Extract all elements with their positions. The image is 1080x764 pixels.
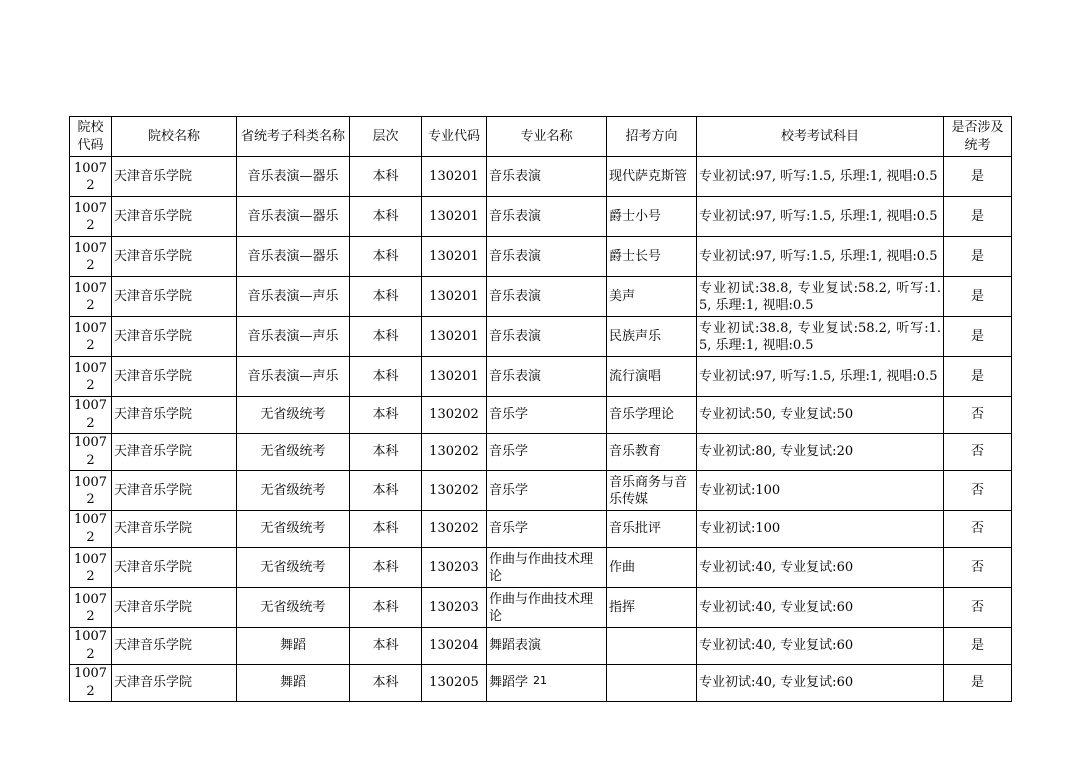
cell-unified: 是 [944, 317, 1012, 357]
cell-exam-subjects: 专业初试:100 [697, 471, 944, 511]
cell-school-code: 10072 [70, 397, 112, 434]
cell-school-name: 天津音乐学院 [112, 434, 237, 471]
cell-category: 舞蹈 [237, 628, 350, 665]
cell-unified: 否 [944, 471, 1012, 511]
cell-school-name: 天津音乐学院 [112, 511, 237, 548]
cell-exam-subjects: 专业初试:97, 听写:1.5, 乐理:1, 视唱:0.5 [697, 237, 944, 277]
table-row [70, 157, 1012, 197]
cell-exam-subjects: 专业初试:38.8, 专业复试:58.2, 听写:1.5, 乐理:1, 视唱:0.5 [697, 317, 944, 357]
cell-major-name: 音乐学 [487, 434, 607, 471]
cell-school-code: 10072 [70, 665, 112, 702]
cell-major-name: 作曲与作曲技术理论 [487, 548, 607, 588]
cell-exam-subjects: 专业初试:97, 听写:1.5, 乐理:1, 视唱:0.5 [697, 157, 944, 197]
cell-direction: 爵士小号 [607, 197, 697, 237]
cell-category: 无省级统考 [237, 397, 350, 434]
cell-category: 音乐表演—声乐 [237, 317, 350, 357]
cell-category: 音乐表演—器乐 [237, 237, 350, 277]
header-major-name: 专业名称 [487, 117, 607, 157]
cell-major-code: 130205 [422, 665, 487, 702]
cell-school-code: 10072 [70, 548, 112, 588]
cell-level: 本科 [350, 237, 422, 277]
cell-major-code: 130203 [422, 548, 487, 588]
table-row [70, 434, 1012, 471]
cell-school-code: 10072 [70, 434, 112, 471]
cell-school-name: 天津音乐学院 [112, 548, 237, 588]
cell-major-code: 130202 [422, 471, 487, 511]
cell-school-code: 10072 [70, 197, 112, 237]
cell-direction: 音乐批评 [607, 511, 697, 548]
cell-school-name: 天津音乐学院 [112, 157, 237, 197]
cell-school-name: 天津音乐学院 [112, 665, 237, 702]
header-level: 层次 [350, 117, 422, 157]
header-major-code: 专业代码 [422, 117, 487, 157]
cell-major-name: 音乐学 [487, 511, 607, 548]
cell-category: 音乐表演—器乐 [237, 157, 350, 197]
cell-level: 本科 [350, 317, 422, 357]
cell-major-code: 130204 [422, 628, 487, 665]
cell-school-code: 10072 [70, 357, 112, 397]
cell-category: 音乐表演—声乐 [237, 357, 350, 397]
cell-major-name: 音乐学 [487, 397, 607, 434]
table-row [70, 317, 1012, 357]
cell-direction: 音乐商务与音乐传媒 [607, 471, 697, 511]
cell-category: 无省级统考 [237, 471, 350, 511]
cell-exam-subjects: 专业初试:80, 专业复试:20 [697, 434, 944, 471]
cell-unified: 是 [944, 277, 1012, 317]
cell-exam-subjects: 专业初试:38.8, 专业复试:58.2, 听写:1.5, 乐理:1, 视唱:0.5 [697, 277, 944, 317]
cell-unified: 是 [944, 157, 1012, 197]
table-row [70, 511, 1012, 548]
cell-category: 无省级统考 [237, 548, 350, 588]
table-row [70, 588, 1012, 628]
cell-school-code: 10072 [70, 317, 112, 357]
cell-level: 本科 [350, 157, 422, 197]
table-row [70, 548, 1012, 588]
table-header [70, 117, 1012, 157]
cell-category: 音乐表演—器乐 [237, 197, 350, 237]
cell-major-code: 130202 [422, 397, 487, 434]
cell-major-code: 130201 [422, 277, 487, 317]
cell-direction: 民族声乐 [607, 317, 697, 357]
cell-level: 本科 [350, 628, 422, 665]
cell-major-code: 130201 [422, 317, 487, 357]
cell-school-code: 10072 [70, 588, 112, 628]
table-row [70, 197, 1012, 237]
cell-school-name: 天津音乐学院 [112, 397, 237, 434]
cell-school-code: 10072 [70, 157, 112, 197]
cell-major-name: 作曲与作曲技术理论 [487, 588, 607, 628]
cell-major-code: 130202 [422, 434, 487, 471]
cell-unified: 否 [944, 434, 1012, 471]
cell-major-name: 音乐表演 [487, 317, 607, 357]
cell-exam-subjects: 专业初试:100 [697, 511, 944, 548]
cell-level: 本科 [350, 511, 422, 548]
cell-major-name: 音乐学 [487, 471, 607, 511]
cell-major-name: 音乐表演 [487, 197, 607, 237]
header-unified: 是否涉及统考 [944, 117, 1012, 157]
cell-level: 本科 [350, 397, 422, 434]
cell-exam-subjects: 专业初试:40, 专业复试:60 [697, 588, 944, 628]
table-row [70, 471, 1012, 511]
cell-major-code: 130201 [422, 157, 487, 197]
cell-level: 本科 [350, 277, 422, 317]
admissions-table [69, 116, 1012, 702]
cell-school-code: 10072 [70, 511, 112, 548]
header-direction: 招考方向 [607, 117, 697, 157]
cell-school-name: 天津音乐学院 [112, 317, 237, 357]
cell-unified: 是 [944, 357, 1012, 397]
cell-direction: 现代萨克斯管 [607, 157, 697, 197]
cell-direction: 爵士长号 [607, 237, 697, 277]
cell-level: 本科 [350, 357, 422, 397]
cell-category: 无省级统考 [237, 511, 350, 548]
cell-exam-subjects: 专业初试:40, 专业复试:60 [697, 628, 944, 665]
cell-direction: 流行演唱 [607, 357, 697, 397]
cell-school-code: 10072 [70, 628, 112, 665]
header-exam-subjects: 校考考试科目 [697, 117, 944, 157]
table-row [70, 277, 1012, 317]
cell-school-name: 天津音乐学院 [112, 277, 237, 317]
cell-level: 本科 [350, 548, 422, 588]
cell-major-name: 舞蹈学 [487, 665, 607, 702]
cell-school-code: 10072 [70, 471, 112, 511]
cell-category: 无省级统考 [237, 434, 350, 471]
cell-major-name: 音乐表演 [487, 357, 607, 397]
table-row [70, 357, 1012, 397]
cell-level: 本科 [350, 434, 422, 471]
cell-major-code: 130202 [422, 511, 487, 548]
cell-school-name: 天津音乐学院 [112, 237, 237, 277]
cell-exam-subjects: 专业初试:97, 听写:1.5, 乐理:1, 视唱:0.5 [697, 197, 944, 237]
cell-direction: 作曲 [607, 548, 697, 588]
cell-unified: 是 [944, 628, 1012, 665]
header-category: 省统考子科类名称 [237, 117, 350, 157]
cell-direction [607, 628, 697, 665]
cell-exam-subjects: 专业初试:40, 专业复试:60 [697, 548, 944, 588]
cell-school-name: 天津音乐学院 [112, 588, 237, 628]
cell-level: 本科 [350, 471, 422, 511]
cell-direction: 音乐教育 [607, 434, 697, 471]
cell-major-name: 音乐表演 [487, 277, 607, 317]
cell-school-name: 天津音乐学院 [112, 197, 237, 237]
cell-direction: 指挥 [607, 588, 697, 628]
cell-category: 音乐表演—声乐 [237, 277, 350, 317]
cell-unified: 是 [944, 237, 1012, 277]
cell-major-code: 130201 [422, 197, 487, 237]
cell-school-name: 天津音乐学院 [112, 357, 237, 397]
cell-exam-subjects: 专业初试:50, 专业复试:50 [697, 397, 944, 434]
cell-category: 舞蹈 [237, 665, 350, 702]
cell-major-code: 130203 [422, 588, 487, 628]
cell-unified: 否 [944, 511, 1012, 548]
cell-school-code: 10072 [70, 277, 112, 317]
cell-unified: 是 [944, 197, 1012, 237]
page-number: 21 [533, 674, 547, 687]
cell-category: 无省级统考 [237, 588, 350, 628]
cell-direction: 美声 [607, 277, 697, 317]
table-row [70, 628, 1012, 665]
cell-unified: 否 [944, 548, 1012, 588]
cell-direction: 音乐学理论 [607, 397, 697, 434]
cell-major-code: 130201 [422, 237, 487, 277]
cell-school-name: 天津音乐学院 [112, 471, 237, 511]
cell-major-code: 130201 [422, 357, 487, 397]
cell-unified: 否 [944, 588, 1012, 628]
cell-exam-subjects: 专业初试:97, 听写:1.5, 乐理:1, 视唱:0.5 [697, 357, 944, 397]
cell-level: 本科 [350, 197, 422, 237]
table-row [70, 237, 1012, 277]
cell-unified: 是 [944, 665, 1012, 702]
table-row [70, 397, 1012, 434]
cell-major-name: 舞蹈表演 [487, 628, 607, 665]
header-school-code: 院校代码 [70, 117, 112, 157]
header-row [70, 117, 1012, 157]
cell-exam-subjects: 专业初试:40, 专业复试:60 [697, 665, 944, 702]
cell-unified: 否 [944, 397, 1012, 434]
cell-level: 本科 [350, 665, 422, 702]
cell-school-name: 天津音乐学院 [112, 628, 237, 665]
cell-major-name: 音乐表演 [487, 157, 607, 197]
table-body [70, 157, 1012, 702]
cell-major-name: 音乐表演 [487, 237, 607, 277]
cell-school-code: 10072 [70, 237, 112, 277]
cell-level: 本科 [350, 588, 422, 628]
header-school-name: 院校名称 [112, 117, 237, 157]
